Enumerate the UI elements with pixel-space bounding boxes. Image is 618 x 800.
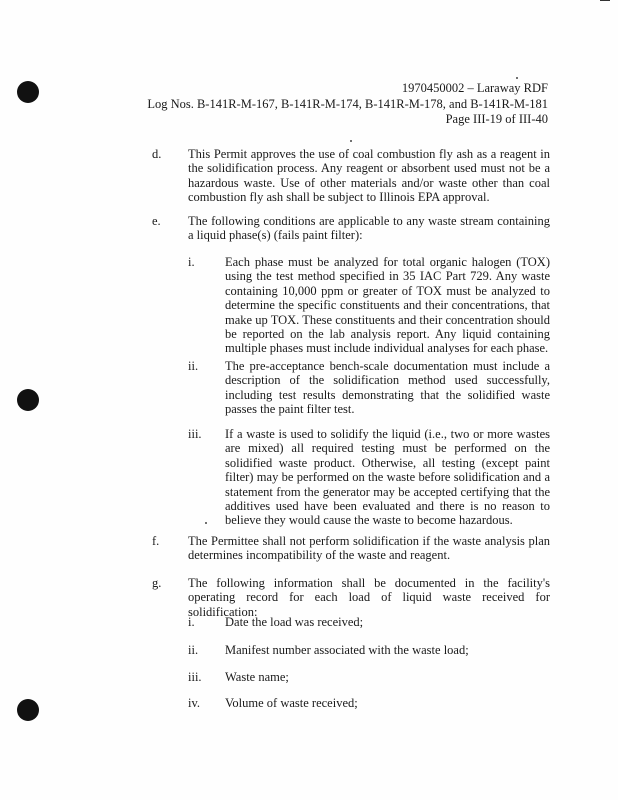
condition-g-sub-ii-text: Manifest number associated with the waste load;	[225, 643, 469, 657]
log-numbers-line: Log Nos. B-141R-M-167, B-141R-M-174, B-141R-M-178, and B-141R-M-181	[147, 96, 548, 111]
condition-g-sub-iii-label: iii.	[188, 670, 202, 684]
condition-g-label: g.	[152, 576, 162, 590]
punch-hole-top	[17, 81, 39, 103]
scan-edge-mark	[600, 0, 610, 1]
page-header	[147, 81, 548, 128]
scan-speck	[516, 77, 518, 79]
condition-e-sub-iii-label: iii.	[188, 427, 202, 441]
condition-g-sub-iv-label: iv.	[188, 696, 201, 710]
punch-hole-middle	[17, 389, 39, 411]
scan-speck	[350, 140, 352, 142]
condition-g-sub-i-text: Date the load was received;	[225, 615, 364, 629]
condition-e-sub-ii-text: The pre-acceptance bench-scale documentation must include a description of the solidification method used successfully, including test results demonstrating that the solidified waste passes the paint filter test.	[225, 359, 550, 417]
condition-e-sub-ii-label: ii.	[188, 359, 199, 373]
condition-g-sub-i-label: i.	[188, 615, 195, 629]
condition-e-sub-i-label: i.	[188, 255, 195, 269]
page-number: Page III-19 of III-40	[445, 112, 548, 126]
condition-e-sub-i-text: Each phase must be analyzed for total organic halogen (TOX) using the test method specified in 35 IAC Part 729. Any waste containing 10,000 ppm or greater of TOX must be analyzed to determine the specific constituents and their concentrations, that make up TOX. These constituents and their concentration should be reported on the lab analysis report. Any liquid containing multiple phases must include individual analyses for each phase.	[225, 255, 550, 356]
punch-hole-bottom	[17, 699, 39, 721]
condition-g-text: The following information shall be documented in the facility's operating record for each load of liquid waste received for solidification:	[188, 576, 550, 619]
condition-g-sub-ii-label: ii.	[188, 643, 199, 657]
condition-d-label: d.	[152, 147, 162, 161]
facility-line: 1970450002 – Laraway RDF	[401, 81, 548, 95]
condition-e-sub-iii-text: If a waste is used to solidify the liquid (i.e., two or more wastes are mixed) all required testing must be performed on the solidified waste product. Otherwise, all testing (except paint filter) may be performed on the waste before solidification and a statement from the generator may be accepted certifying that the additives used have been evaluated and there is no reason to believe they would cause the waste to become hazardous.	[225, 427, 550, 528]
condition-f-text: The Permittee shall not perform solidification if the waste analysis plan determines incompatibility of the waste and reagent.	[188, 534, 550, 563]
condition-e-label: e.	[152, 214, 161, 228]
condition-f-label: f.	[152, 534, 160, 548]
condition-d-text: This Permit approves the use of coal combustion fly ash as a reagent in the solidification process. Any reagent or absorbent used must not be a hazardous waste. Use of other materials and/or waste other than coal combustion fly ash shall be subject to Illinois EPA approval.	[188, 147, 550, 205]
condition-e-text: The following conditions are applicable to any waste stream containing a liquid phase(s) (fails paint filter):	[188, 214, 550, 243]
scan-speck	[205, 522, 207, 524]
condition-g-sub-iv-text: Volume of waste received;	[225, 696, 358, 710]
condition-g-sub-iii-text: Waste name;	[225, 670, 289, 684]
